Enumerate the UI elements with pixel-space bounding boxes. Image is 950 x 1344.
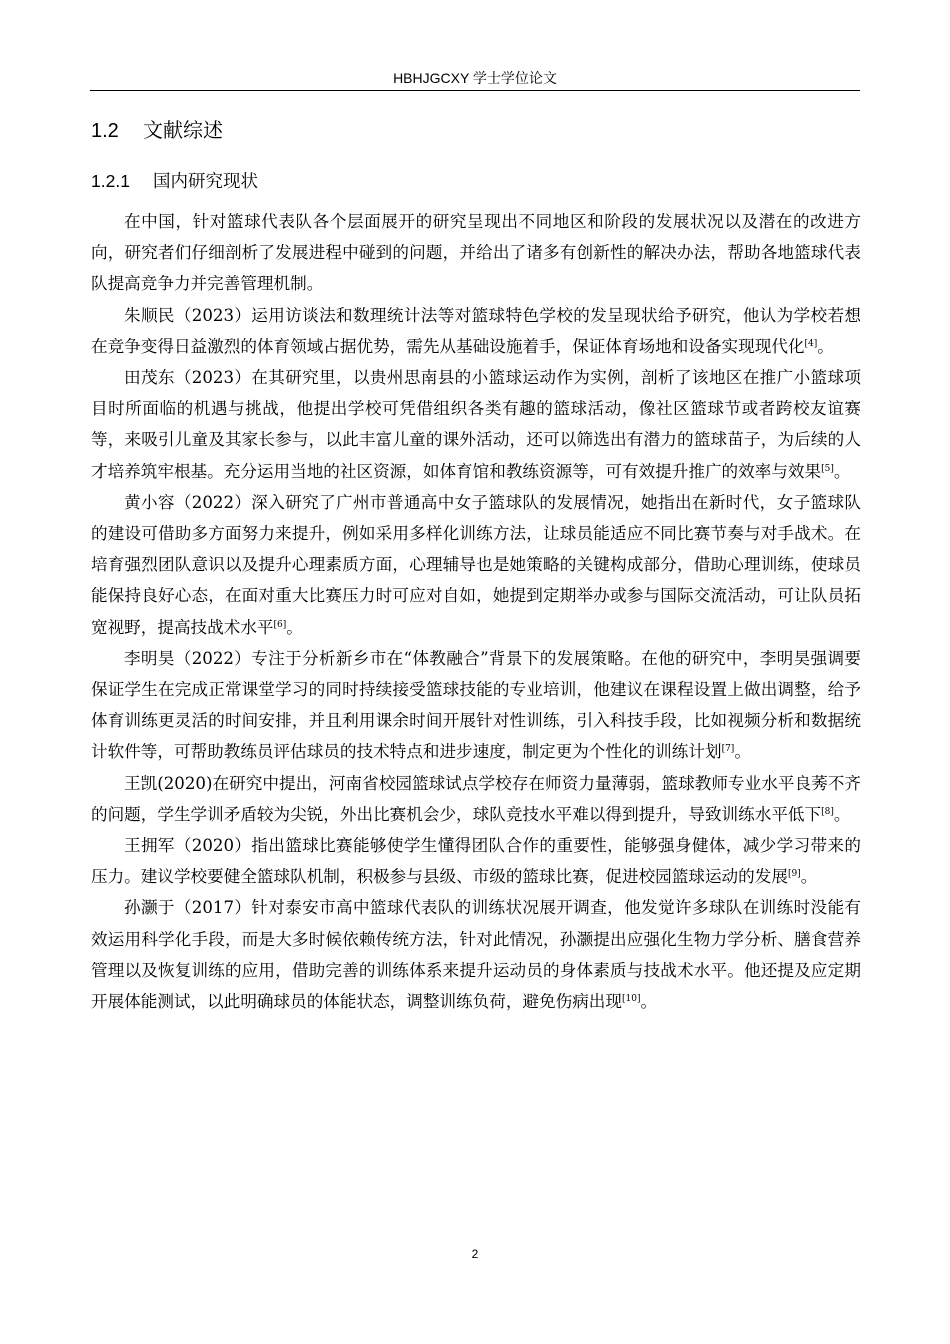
paragraph-end: 。 — [800, 867, 818, 887]
paragraph-end: 。 — [817, 336, 834, 356]
paragraph-end: 。 — [833, 804, 851, 824]
paragraph-text: 在中国，针对篮球代表队各个层面展开的研究呈现出不同地区和阶段的发展状况以及潜在的改进方向，研究者们仔细剖析了发展进程中碰到的问题，并给出了诸多有创新性的解决办法，帮助各地篮球代表队提高竞争力并完善管理机制。 — [91, 212, 861, 294]
citation-ref[interactable]: [6] — [273, 619, 287, 630]
section-number: 1.2 — [91, 120, 119, 142]
paragraph-text: 朱顺民（2023）运用访谈法和数理统计法等对篮球特色学校的发呈现状给予研究，他认为学校若想在竞争变得日益激烈的体育领域占据优势，需先从基础设施着手，保证体育场地和设备实现现代化 — [91, 305, 861, 356]
citation-ref[interactable]: [9] — [787, 869, 801, 880]
page-header: HBHJGCXY 学士学位论文 — [393, 70, 557, 86]
paragraph-wang-yongjun — [91, 830, 861, 892]
paragraph-tian-maodong — [91, 362, 861, 487]
paragraph-intro — [91, 206, 861, 300]
paragraph-zhu-shunmin — [91, 300, 861, 362]
paragraph-text: 孙灏于（2017）针对泰安市高中篮球代表队的训练状况展开调查，他发觉许多球队在训练时没能有效运用科学化手段，而是大多时候依赖传统方法，针对此情况，孙灏提出应强化生物力学分析、膳食营养管理以及恢复训练的应用，借助完善的训练体系来提升运动员的身体素质与技战术水平。他还提及应定期开展体能测试，以此明确球员的体能状态，调整训练负荷，避免伤病出现 — [91, 898, 861, 1012]
subsection-title: 国内研究现状 — [153, 172, 258, 192]
paragraph-wang-kai — [91, 768, 861, 830]
citation-ref[interactable]: [5] — [821, 463, 834, 474]
paragraph-end: 。 — [640, 992, 658, 1012]
page-number: 2 — [471, 1247, 479, 1261]
subsection-heading — [91, 166, 258, 197]
body-text — [91, 206, 861, 1017]
citation-ref[interactable]: [7] — [721, 744, 735, 755]
section-heading — [91, 114, 223, 147]
citation-ref[interactable]: [4] — [804, 338, 818, 349]
paragraph-end: 。 — [833, 461, 851, 481]
paragraph-text: 黄小容（2022）深入研究了广州市普通高中女子篮球队的发展情况，她指出在新时代，女子篮球队的建设可借助多方面努力来提升，例如采用多样化训练方法，让球员能适应不同比赛节奏与对手战术。在培育强烈团队意识以及提升心理素质方面，心理辅导也是她策略的关键构成部分，借助心理训练，使球员能保持良好心态，在面对重大比赛压力时可应对自如，她提到定期举办或参与国际交流活动，可让队员拓宽视野，提高技战术水平 — [91, 492, 861, 637]
section-title: 文献综述 — [143, 118, 223, 142]
paragraph-end: 。 — [734, 742, 751, 762]
citation-ref[interactable]: [8] — [821, 806, 834, 817]
paragraph-text: 田茂东（2023）在其研究里，以贵州思南县的小篮球运动作为实例，剖析了该地区在推广小篮球项目时所面临的机遇与挑战，他提出学校可凭借组织各类有趣的篮球活动，像社区篮球节或者跨校友谊赛等，来吸引儿童及其家长参与，以此丰富儿童的课外活动，还可以筛选出有潜力的篮球苗子，为后续的人才培养筑牢根基。充分运用当地的社区资源，如体育馆和教练资源等，可有效提升推广的效率与效果 — [91, 368, 861, 481]
citation-ref[interactable]: [10] — [622, 994, 641, 1005]
paragraph-sun-hao — [91, 892, 861, 1017]
paragraph-huang-xiaorong — [91, 487, 861, 643]
paragraph-text: 王凯(2020)在研究中提出，河南省校园篮球试点学校存在师资力量薄弱，篮球教师专业水平良莠不齐的问题，学生学训矛盾较为尖锐，外出比赛机会少，球队竞技水平难以得到提升，导致训练水平低下 — [91, 773, 861, 824]
paragraph-text: 李明昊（2022）专注于分析新乡市在“体教融合”背景下的发展策略。在他的研究中，李明昊强调要保证学生在完成正常课堂学习的同时持续接受篮球技能的专业培训，他建议在课程设置上做出调整，给予体育训练更灵活的时间安排，并且利用课余时间开展针对性训练，引入科技手段，比如视频分析和数据统计软件等，可帮助教练员评估球员的技术特点和进步速度，制定更为个性化的训练计划 — [91, 648, 861, 762]
subsection-number: 1.2.1 — [91, 171, 130, 191]
paragraph-text: 王拥军（2020）指出篮球比赛能够使学生懂得团队合作的重要性，能够强身健体，减少学习带来的压力。建议学校要健全篮球队机制，积极参与县级、市级的篮球比赛，促进校园篮球运动的发展 — [91, 836, 861, 887]
paragraph-li-minghao — [91, 643, 861, 768]
header-rule — [90, 90, 860, 91]
paragraph-end: 。 — [286, 617, 303, 637]
